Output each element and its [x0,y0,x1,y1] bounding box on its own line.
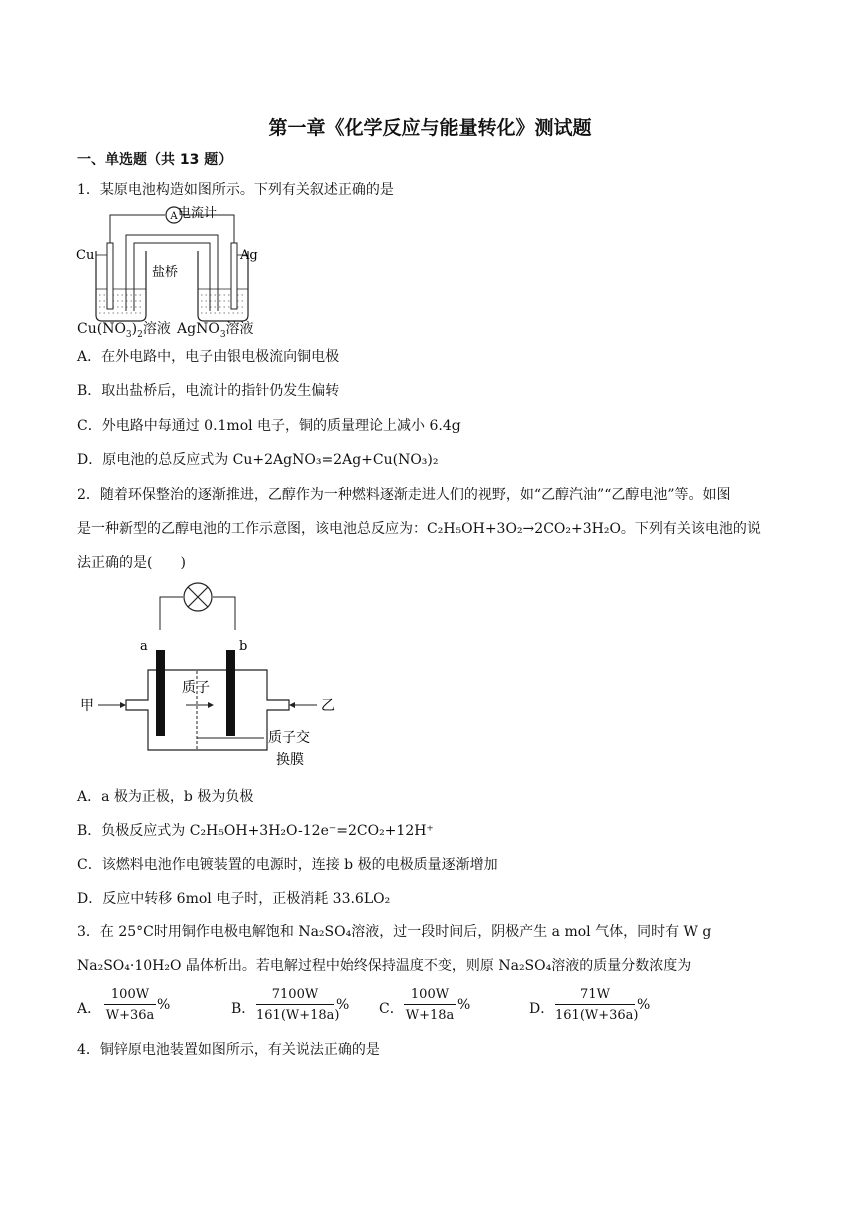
q1-option-b[interactable]: B．取出盐桥后，电流计的指针仍发生偏转 [77,383,340,399]
q2-option-b[interactable]: B．负极反应式为 C₂H₅OH+3H₂O-12e⁻=2CO₂+12H⁺ [77,823,434,839]
input-jia-label: 甲 [80,698,94,714]
electrode-b-label: b [239,639,248,654]
q2-fuel-cell-figure [78,580,338,775]
page-title: 第一章《化学反应与能量转化》测试题 [268,117,592,139]
q2-option-d[interactable]: D．反应中转移 6mol 电子时，正极消耗 33.6LO₂ [77,891,391,907]
cu-electrode-label: Cu [76,248,95,263]
ammeter-symbol: A [170,211,178,222]
q2-stem-line3: 法正确的是( ) [77,555,186,571]
ag-electrode-label: Ag [240,248,258,263]
membrane-label-1: 质子交 [268,730,310,746]
q2-option-c[interactable]: C．该燃料电池作电镀装置的电源时，连接 b 极的电极质量逐渐增加 [77,857,498,873]
ag-solution-label: AgNO$_3$溶液 [177,321,254,340]
q3-option-d-numerator: 71W [555,987,635,1005]
membrane-label-2: 换膜 [276,752,304,768]
q3-option-a-numerator: 100W [104,987,156,1005]
q2-stem-line1: 2．随着环保整治的逐渐推进，乙醇作为一种燃料逐渐走进人们的视野，如“乙醇汽油”“乙醇电池”等。如图 [77,487,731,503]
q3-option-a-denominator: W+36a [105,1008,155,1023]
q4-stem: 4．铜锌原电池装置如图所示，有关说法正确的是 [77,1042,380,1058]
q1-option-a[interactable]: A．在外电路中，电子由银电极流向铜电极 [77,349,340,365]
q3-stem-line1: 3．在 25°C时用铜作电极电解饱和 Na₂SO₄溶液，过一段时间后，阴极产生 a mol 气体，同时有 W g [77,924,712,940]
q1-option-d[interactable]: D．原电池的总反应式为 Cu+2AgNO₃=2Ag+Cu(NO₃)₂ [77,452,439,468]
q2-stem-line2: 是一种新型的乙醇电池的工作示意图，该电池总反应为：C₂H₅OH+3O₂→2CO₂+3H₂O。下列有关该电池的说 [77,521,761,537]
q3-option-b-numerator: 7100W [256,987,334,1005]
ammeter-label: 电流计 [178,206,218,221]
document-page: 第一章《化学反应与能量转化》测试题 一、单选题（共 13 题） 1．某原电池构造如图所示。下列有关叙述正确的是 A 电流计 盐桥 Cu Ag $Cu(NO_3)_2$溶液 AgNO$_3$溶液 A．在外电路中，电子由银电极流向铜电极 B．取出盐桥后，电流计的指针仍发生偏转 C．外电路中每通过 0.1mol 电子，铜的质量理论上减小 6.4g D．原电池的总反应式为 Cu+2AgNO₃=2Ag+Cu(NO₃)₂ 2．随着环保整治的逐渐推进，乙醇作为一种燃料逐渐走进人们的视野，如“乙醇汽油”“乙醇电池”等。如图 是一种新型的乙醇电池的工作示意图，该电池总反应为：C₂H₅OH+3O₂→2CO₂+3H₂O。下列有关该电池的说 法正确的是( ) a b 甲 乙 质子 质子交 换膜 A．a 极为正极，b 极为负极 B．负极反应式为 C₂H₅OH+3H₂O-12e⁻=2CO₂+12H⁺ C．该燃料电池作电镀装置的电源时，连接 b 极的电极质量逐渐增加 D．反应中转移 6mol 电子时，正极消耗 33.6LO₂ 3．在 25°C时用铜作电极电解饱和 Na₂SO₄溶液，过一段时间后，阴极产生 a mol 气体，同时有 W g Na₂SO₄·10H₂O 晶体析出。若电解过程中始终保持温度不变，则原 Na₂SO₄溶液的质量分数浓度为 A． $\frac{100W}{W+36a}$ % B． $\frac{7100W}{161(W+18a)}$ % C． $\frac{100W}{W+18a}$ % D． $\frac{71W}{161(W+36a)}$ % 4．铜锌原电池装置如图所示，有关说法正确的是 [0,0,860,1216]
input-yi-label: 乙 [321,698,335,714]
section-heading: 一、单选题（共 13 题） [77,152,233,168]
salt-bridge-label: 盐桥 [152,265,179,280]
cu-solution-label: $Cu(NO_3)_2$溶液 [77,321,171,340]
q3-option-c-denominator: W+18a [405,1008,455,1023]
q2-option-a[interactable]: A．a 极为正极，b 极为负极 [77,789,254,805]
proton-label: 质子 [182,680,210,696]
q3-option-b-denominator: 161(W+18a) [256,1008,340,1023]
electrode-a-label: a [140,639,148,654]
q3-option-c-numerator: 100W [404,987,456,1005]
q1-option-c[interactable]: C．外电路中每通过 0.1mol 电子，铜的质量理论上减小 6.4g [77,418,461,434]
q3-stem-line2: Na₂SO₄·10H₂O 晶体析出。若电解过程中始终保持温度不变，则原 Na₂SO₄溶液的质量分数浓度为 [77,958,692,974]
q1-stem: 1．某原电池构造如图所示。下列有关叙述正确的是 [77,182,394,198]
q3-option-d-denominator: 161(W+36a) [555,1008,639,1023]
